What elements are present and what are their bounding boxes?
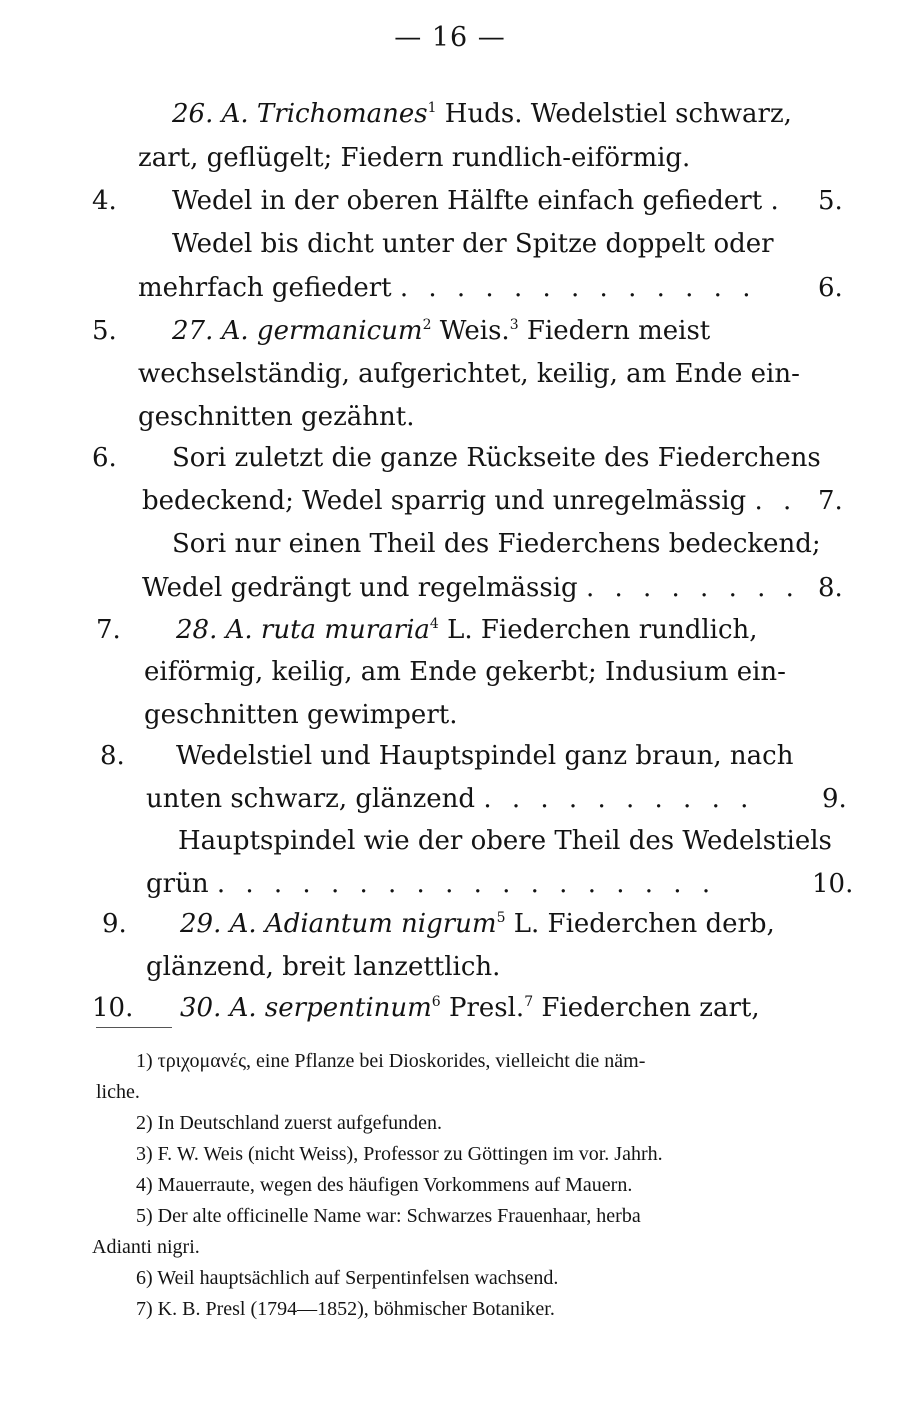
species-name: A. ruta muraria: [225, 615, 430, 645]
footnote: 6) Weil hauptsächlich auf Serpentinfelsen wachsend.: [136, 1267, 559, 1289]
species-name: A. serpentinum: [229, 993, 432, 1023]
footnote: 3) F. W. Weis (nicht Weiss), Professor zu Göttingen im vor. Jahrh.: [136, 1143, 663, 1165]
key-number: 9.: [102, 909, 127, 939]
text-line: zart, geflügelt; Fiedern rundlich-eiförmig.: [138, 143, 691, 173]
species-number: 26.: [172, 99, 214, 129]
species-number: 28.: [176, 615, 218, 645]
text-line: Wedelstiel und Hauptspindel ganz braun, nach: [176, 741, 794, 771]
key-number: 10.: [92, 993, 134, 1023]
species-name: A. Trichomanes: [221, 99, 428, 129]
text-line: geschnitten gewimpert.: [144, 700, 458, 730]
species-number: 30.: [180, 993, 222, 1023]
description: Wedelstiel schwarz,: [522, 99, 792, 129]
key-number: 4.: [92, 186, 117, 216]
footnote: 5) Der alte officinelle Name war: Schwarzes Frauenhaar, herba: [136, 1205, 641, 1227]
text-line: eiförmig, keilig, am Ende gekerbt; Indusium ein-: [144, 657, 786, 687]
species-line: [172, 96, 792, 132]
text-line: Wedel bis dicht unter der Spitze doppelt oder: [172, 229, 774, 259]
species-line: [180, 990, 760, 1026]
author: L.: [505, 909, 540, 939]
key-reference: 9.: [822, 784, 847, 814]
key-number: 6.: [92, 443, 117, 473]
text-line: Sori zuletzt die ganze Rückseite des Fiederchens: [172, 443, 821, 473]
text-line: Wedel in der oberen Hälfte einfach gefiedert .: [172, 186, 785, 216]
author: Huds.: [436, 99, 523, 129]
footnote-marker: 7: [524, 994, 534, 1010]
description: Fiederchen rundlich,: [472, 615, 758, 645]
text-line: wechselständig, aufgerichtet, keilig, am Ende ein-: [138, 359, 800, 389]
key-reference: 6.: [818, 273, 843, 303]
footnote: 2) In Deutschland zuerst aufgefunden.: [136, 1112, 442, 1134]
text-line: glänzend, breit lanzettlich.: [146, 952, 501, 982]
species-number: 27.: [172, 316, 214, 346]
description: Fiedern meist: [518, 316, 711, 346]
key-reference: 5.: [818, 186, 843, 216]
footnote: 1) τριχομανές, eine Pflanze bei Dioskorides, vielleicht die näm-: [136, 1050, 646, 1072]
species-line: [172, 313, 710, 349]
author: L.: [438, 615, 473, 645]
text-line: bedeckend; Wedel sparrig und unregelmässig . .: [142, 486, 798, 516]
footnote-marker: 3: [509, 317, 519, 333]
species-name: A. Adiantum nigrum: [229, 909, 497, 939]
key-number: 8.: [100, 741, 125, 771]
footnote-marker: 5: [496, 910, 506, 926]
text-line: unten schwarz, glänzend . . . . . . . . . .: [146, 784, 755, 814]
footnote: liche.: [96, 1081, 140, 1103]
key-reference: 8.: [818, 573, 843, 603]
text-line: Wedel gedrängt und regelmässig . . . . . . . .: [142, 573, 800, 603]
text-line: grün . . . . . . . . . . . . . . . . . .: [146, 869, 717, 899]
text-line: Sori nur einen Theil des Fiederchens bedeckend;: [172, 529, 821, 559]
author: Presl.: [440, 993, 525, 1023]
footnote-marker: 1: [427, 100, 437, 116]
key-number: 5.: [92, 316, 117, 346]
species-name: A. germanicum: [221, 316, 423, 346]
footnote: Adianti nigri.: [92, 1236, 200, 1258]
footnote-marker: 6: [431, 994, 441, 1010]
description: Fiederchen zart,: [533, 993, 760, 1023]
species-number: 29.: [180, 909, 222, 939]
key-reference: 10.: [812, 869, 854, 899]
footnote: 4) Mauerraute, wegen des häufigen Vorkommens auf Mauern.: [136, 1174, 633, 1196]
text-line: Hauptspindel wie der obere Theil des Wedelstiels: [178, 826, 832, 856]
page-number: — 16 —: [394, 22, 506, 53]
text-line: geschnitten gezähnt.: [138, 402, 415, 432]
author: Weis.: [431, 316, 510, 346]
species-line: [176, 612, 758, 648]
footnote-divider: [96, 1027, 172, 1028]
key-number: 7.: [96, 615, 121, 645]
footnote: 7) K. B. Presl (1794—1852), böhmischer Botaniker.: [136, 1298, 555, 1320]
description: Fiederchen derb,: [539, 909, 775, 939]
footnote-marker: 4: [429, 616, 439, 632]
species-line: [180, 906, 775, 942]
key-reference: 7.: [818, 486, 843, 516]
footnote-marker: 2: [422, 317, 432, 333]
text-line: mehrfach gefiedert . . . . . . . . . . . . .: [138, 273, 757, 303]
